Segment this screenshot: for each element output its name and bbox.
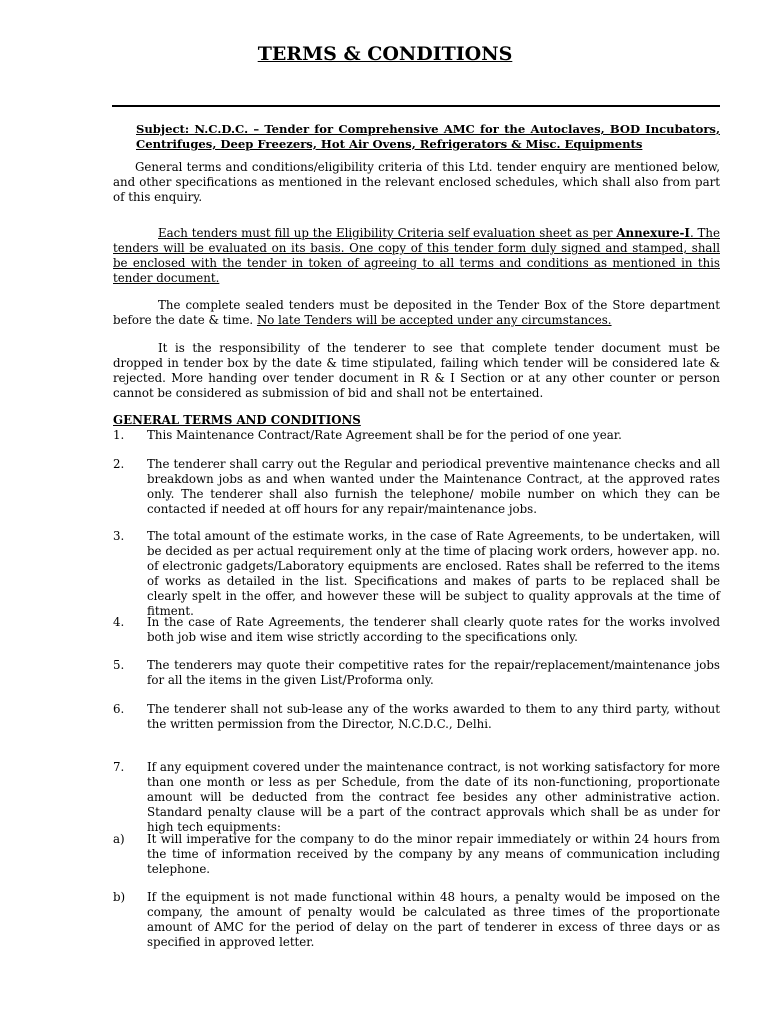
item-text: This Maintenance Contract/Rate Agreement shall be for the period of one year. <box>147 428 622 442</box>
page-title: TERMS & CONDITIONS <box>257 43 513 65</box>
item-text: The tenderer shall not sub-lease any of the works awarded to them to any third party, without the written permission from the Director, N.C.D.C., Delhi. <box>147 702 720 731</box>
item-text: In the case of Rate Agreements, the tenderer shall clearly quote rates for the works involved both job wise and item wise strictly according to the specifications only. <box>147 615 720 644</box>
list-item <box>113 457 720 517</box>
list-item <box>113 428 720 443</box>
item-number: 1. <box>113 428 125 442</box>
item-number: 2. <box>113 457 125 471</box>
item-number: 4. <box>113 615 125 629</box>
list-item <box>113 832 720 877</box>
item-text: The tenderers may quote their competitive rates for the repair/replacement/maintenance jobs for all the items in the given List/Proforma only. <box>147 658 720 687</box>
item-text: The tenderer shall carry out the Regular and periodical preventive maintenance checks and all breakdown jobs as and when wanted under the Maintenance Contract, at the approved rates only. The tenderer shall also furnish the telephone/ mobile number on which they can be contacted if needed at off hours for any repair/maintenance jobs. <box>147 457 720 516</box>
item-number: 3. <box>113 529 125 543</box>
title-divider <box>112 105 720 107</box>
item-number: 5. <box>113 658 125 672</box>
item-number: b) <box>113 890 126 904</box>
subject-line: Subject: N.C.D.C. – Tender for Comprehensive AMC for the Autoclaves, BOD Incubators, Centrifuges, Deep Freezers, Hot Air Ovens, Refrigerators & Misc. Equipments <box>136 122 720 151</box>
list-item <box>113 890 720 950</box>
annexure-reference: Annexure-I <box>616 226 690 240</box>
eligibility-text-2: . The tenders will be evaluated on its basis. One copy of this tender form duly signed and stamped, shall be enclosed with the tender in token of agreeing to all terms and conditions as mentioned in this tender document. <box>113 226 720 285</box>
item-number: a) <box>113 832 125 846</box>
item-text: If the equipment is not made functional within 48 hours, a penalty would be imposed on the company, the amount of penalty would be calculated as three times of the proportionate amount of AMC for the period of delay on the part of tenderer in excess of three days or as specified in approved letter. <box>147 890 720 949</box>
list-item <box>113 760 720 835</box>
list-item <box>113 615 720 645</box>
list-item <box>113 658 720 688</box>
responsibility-paragraph: It is the responsibility of the tenderer to see that complete tender document must be dropped in tender box by the date & time stipulated, failing which tender will be considered late & rejected. More handing over tender document in R & I Section or at any other counter or person cannot be considered as submission of bid and shall not be entertained. <box>113 341 720 400</box>
list-item <box>113 529 720 619</box>
late-tender-notice: No late Tenders will be accepted under any circumstances. <box>256 313 612 327</box>
item-number: 7. <box>113 760 125 774</box>
list-item <box>113 702 720 732</box>
eligibility-text-1: Each tenders must fill up the Eligibility Criteria self evaluation sheet as per <box>158 226 617 240</box>
item-number: 6. <box>113 702 125 716</box>
general-terms-heading: GENERAL TERMS AND CONDITIONS <box>113 413 361 427</box>
eligibility-paragraph <box>113 226 720 286</box>
item-text: The total amount of the estimate works, in the case of Rate Agreements, to be undertaken, will be decided as per actual requirement only at the time of placing work orders, however app. no. of electronic gadgets/Laboratory equipments are enclosed. Rates shall be referred to the items of works as detailed in the list. Specifications and makes of parts to be replaced shall be clearly spelt in the offer, and however these will be subject to quality approvals at the time of fitment. <box>147 529 720 618</box>
item-text: If any equipment covered under the maintenance contract, is not working satisfactory for more than one month or less as per Schedule, from the date of its non-functioning, proportionate amount will be deducted from the contract fee besides any other administrative action. Standard penalty clause will be a part of the contract approvals which shall be as under for high tech equipments: <box>147 760 720 834</box>
intro-paragraph: General terms and conditions/eligibility criteria of this Ltd. tender enquiry are mentioned below, and other specifications as mentioned in the relevant enclosed schedules, which shall also from part of this enquiry. <box>113 160 720 204</box>
deposit-text: The complete sealed tenders must be deposited in the Tender Box of the Store department before the date & time. <box>113 298 720 327</box>
item-text: It will imperative for the company to do the minor repair immediately or within 24 hours from the time of information received by the company by any means of communication including telephone. <box>147 832 720 876</box>
deposit-paragraph <box>113 298 720 328</box>
